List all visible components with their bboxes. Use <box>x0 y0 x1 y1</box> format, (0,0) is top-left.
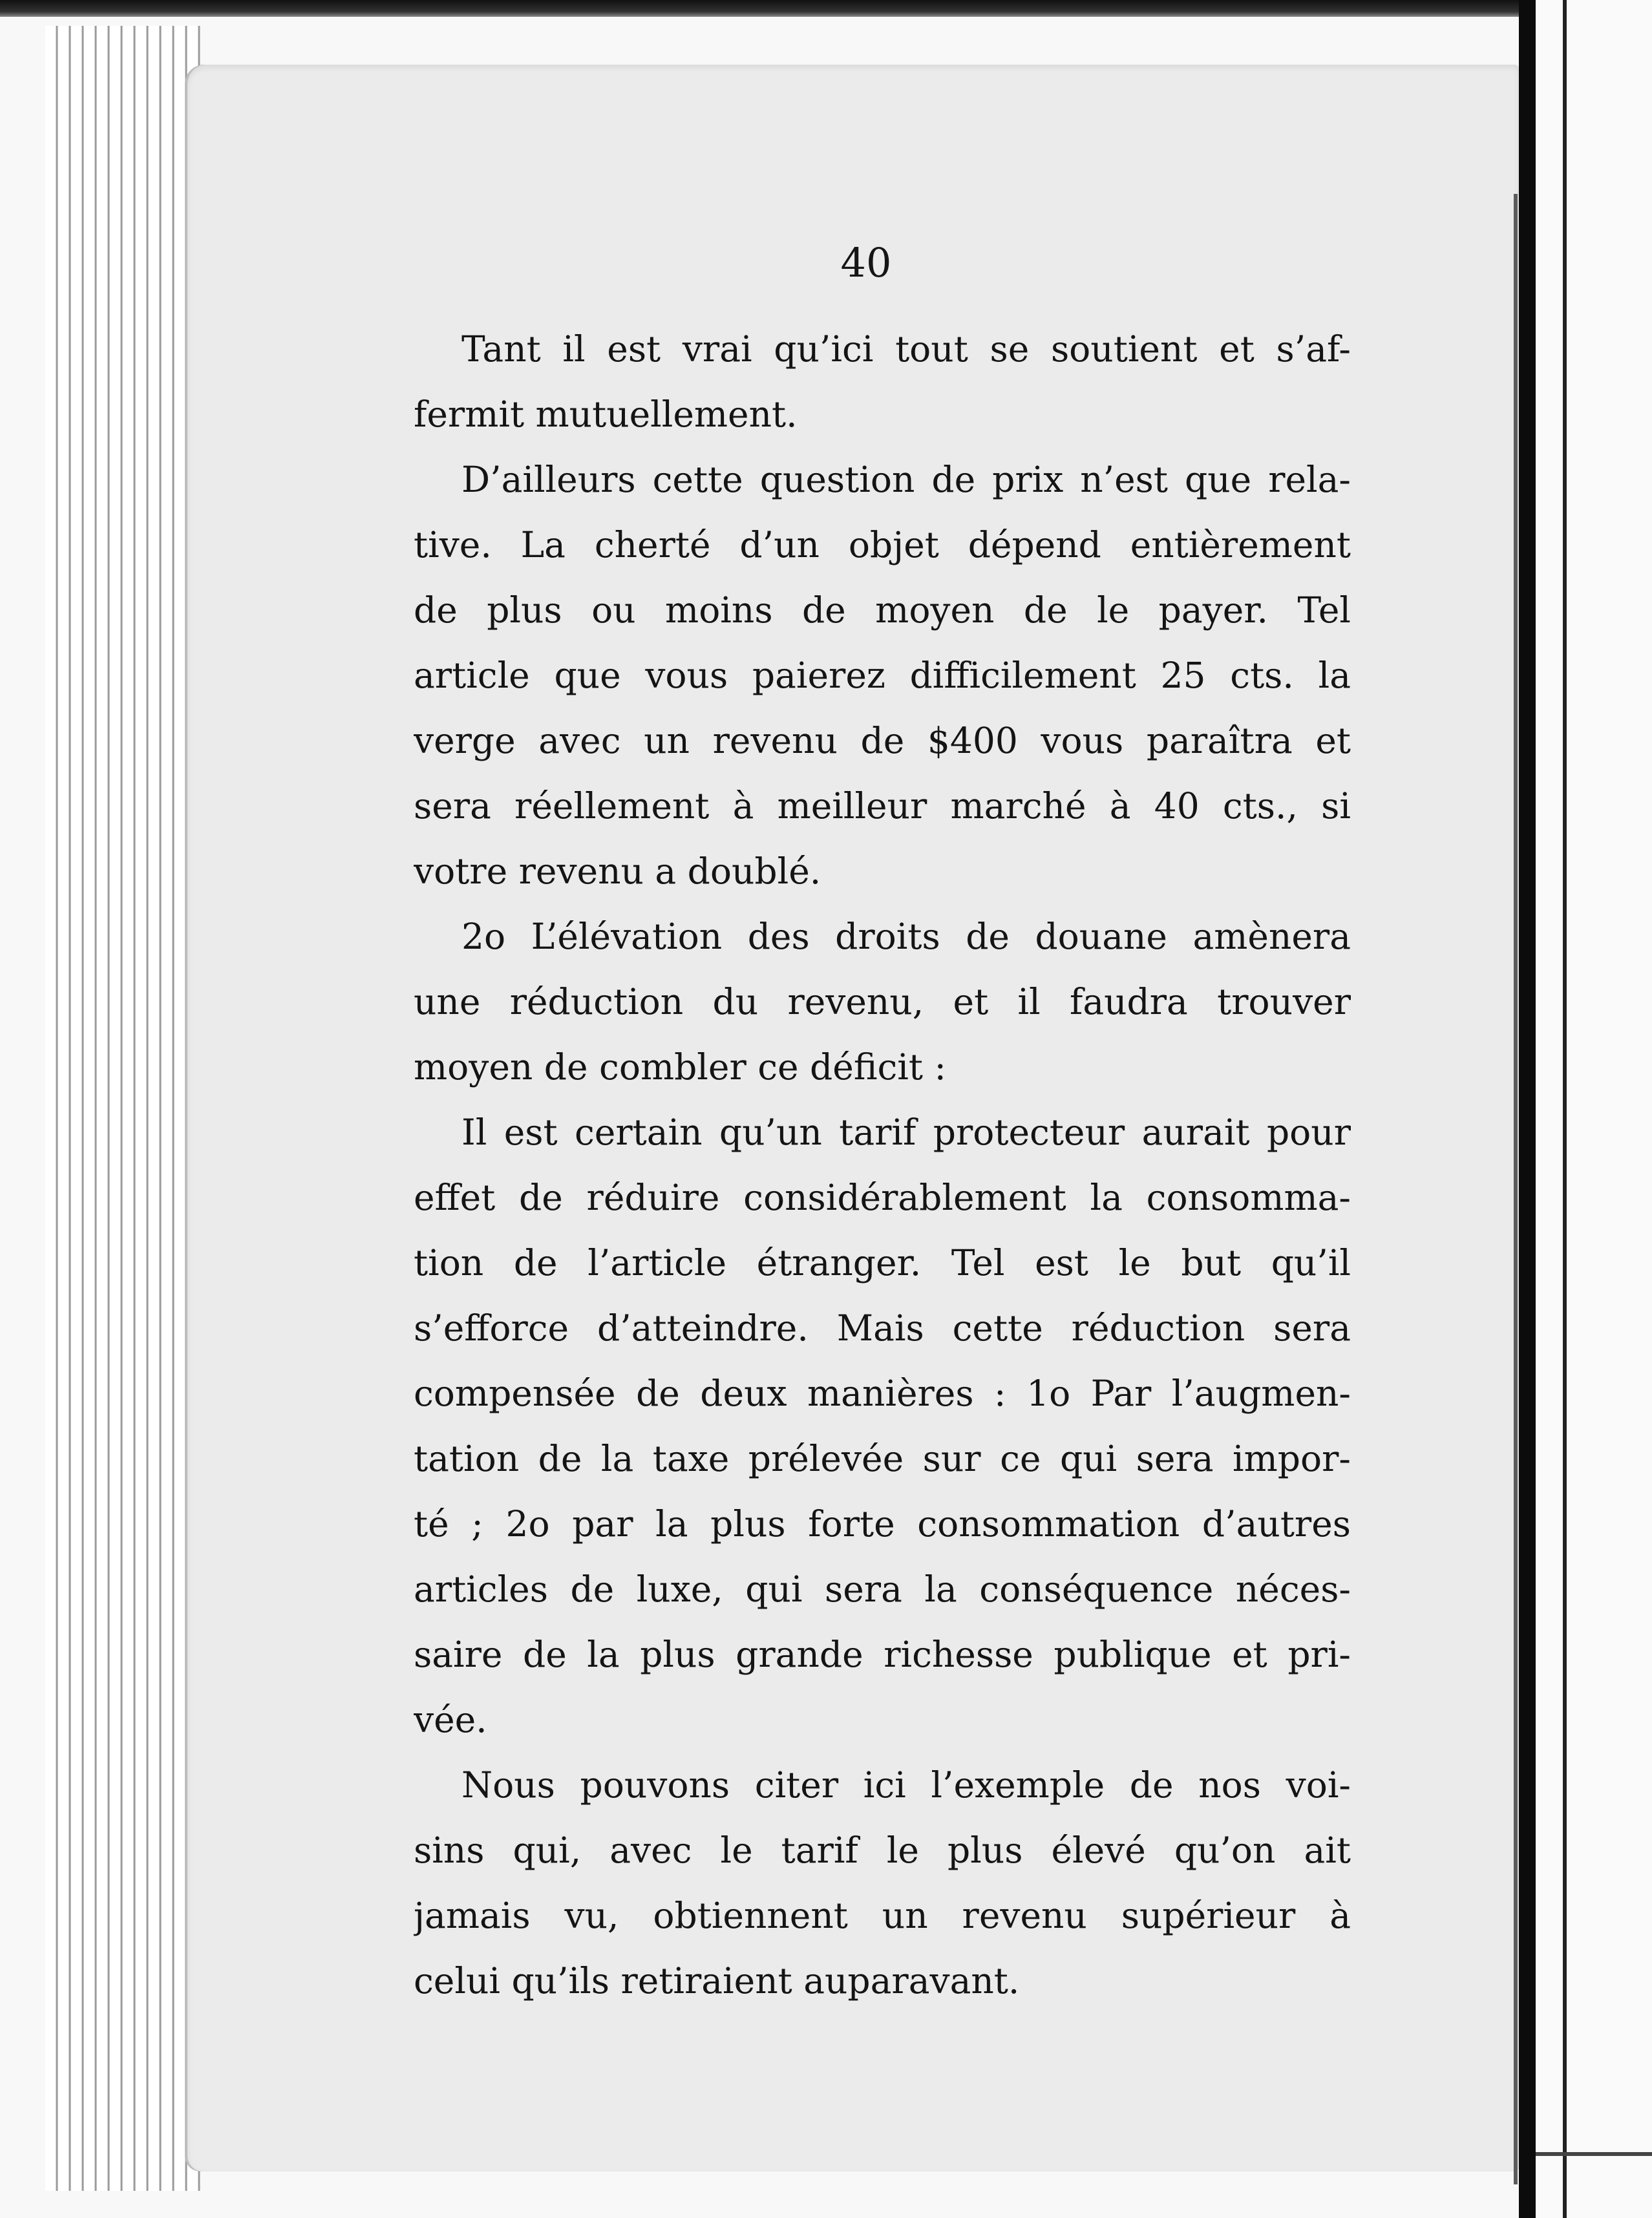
facing-page <box>1536 0 1652 2218</box>
facing-page-edge <box>1563 0 1567 2218</box>
text-line: tation de la taxe prélevée sur ce qui sera impor- <box>414 1438 1351 1479</box>
text-line: Tant il est vrai qu’ici tout se soutient et s’af- <box>461 328 1351 370</box>
text-line: sins qui, avec le tarif le plus élevé qu’on ait <box>414 1830 1351 1871</box>
text-line: celui qu’ils retiraient auparavant. <box>414 1960 1020 2001</box>
text-line: de plus ou moins de moyen de le payer. Tel <box>414 589 1351 631</box>
text-line: 2o L’élévation des droits de douane amènera <box>461 916 1351 957</box>
text-line: jamais vu, obtiennent un revenu supérieur à <box>414 1895 1351 1936</box>
text-line: verge avec un revenu de $400 vous paraîtra et <box>414 720 1351 761</box>
text-line: articles de luxe, qui sera la conséquence néces- <box>414 1568 1351 1610</box>
text-line: tion de l’article étranger. Tel est le but qu’il <box>414 1242 1351 1283</box>
text-line: vée. <box>414 1699 487 1740</box>
text-line: saire de la plus grande richesse publique et pri- <box>414 1634 1351 1675</box>
page-number: 40 <box>840 239 892 286</box>
text-line: votre revenu a doublé. <box>414 850 821 892</box>
stacked-page-edges <box>45 26 200 2191</box>
scan-top-border <box>0 0 1652 17</box>
book-spine <box>1519 0 1536 2218</box>
text-line: tive. La cherté d’un objet dépend entièrement <box>414 524 1351 565</box>
body-text <box>414 317 1351 2014</box>
text-line: té ; 2o par la plus forte consommation d’autres <box>414 1503 1351 1545</box>
text-line: effet de réduire considérablement la consomma- <box>414 1177 1351 1218</box>
text-line: Nous pouvons citer ici l’exemple de nos voi- <box>461 1764 1351 1806</box>
text-line: D’ailleurs cette question de prix n’est que rela- <box>461 459 1351 500</box>
binding-shadow <box>1514 194 1518 2184</box>
text-line: moyen de combler ce déficit : <box>414 1046 947 1088</box>
text-line: fermit mutuellement. <box>414 394 798 435</box>
text-line: une réduction du revenu, et il faudra trouver <box>414 981 1351 1022</box>
text-line: s’efforce d’atteindre. Mais cette réduction sera <box>414 1307 1351 1349</box>
text-line: article que vous paierez difficilement 25 cts. la <box>414 655 1351 696</box>
text-line: sera réellement à meilleur marché à 40 cts., si <box>414 785 1351 827</box>
text-line: compensée de deux manières : 1o Par l’augmen- <box>414 1373 1351 1414</box>
text-line: Il est certain qu’un tarif protecteur aurait pour <box>461 1112 1351 1153</box>
facing-page-bottom-line <box>1536 2152 1652 2156</box>
